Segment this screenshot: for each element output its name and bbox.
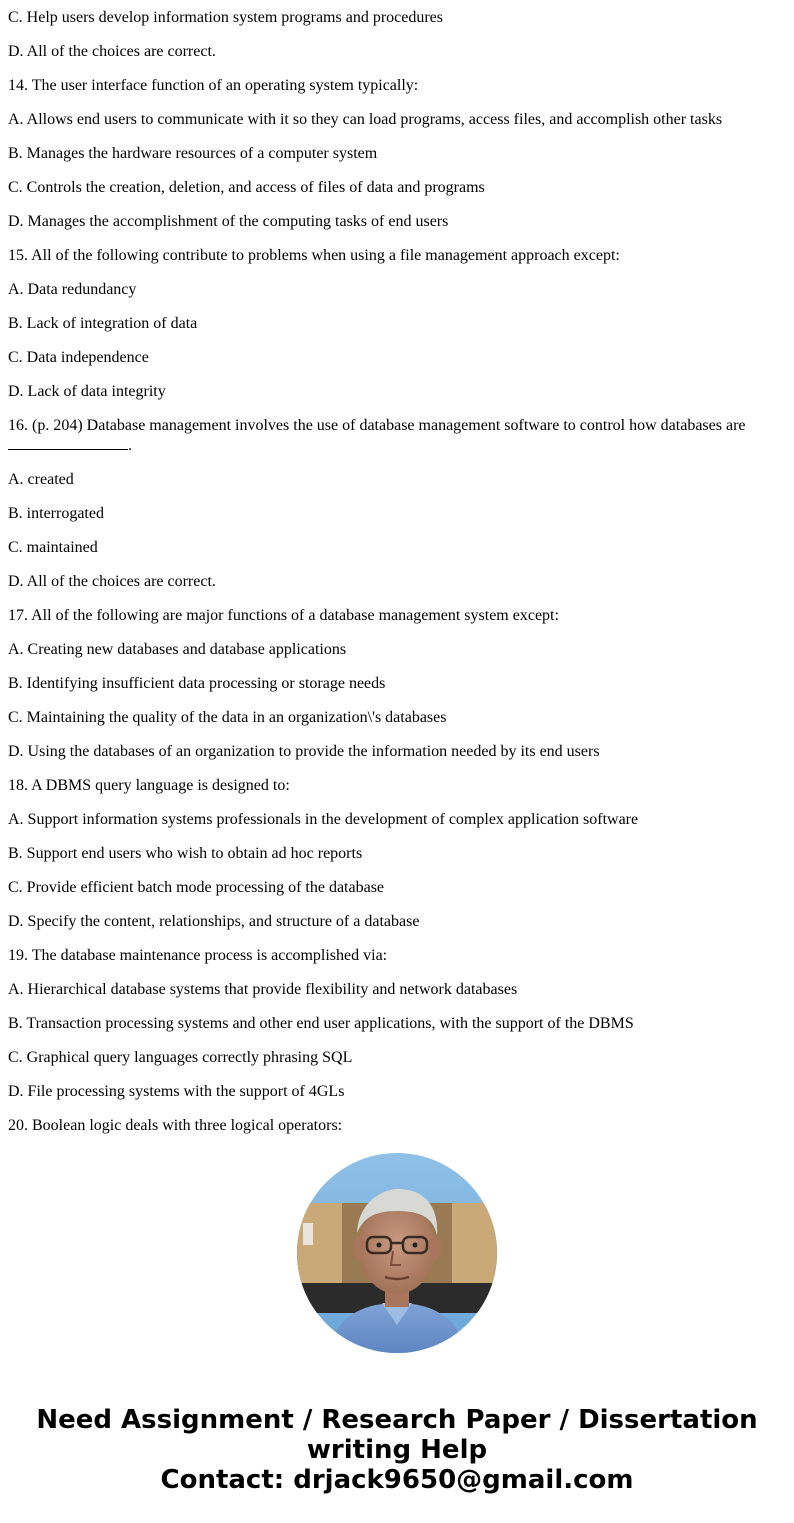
promo-footer <box>0 1123 794 1523</box>
text-line: C. Help users develop information system programs and procedures <box>8 9 444 26</box>
promo-line: writing Help <box>306 1435 488 1465</box>
text-line: D. Manages the accomplishment of the computing tasks of end users <box>8 213 449 230</box>
text-line: C. Provide efficient batch mode processing of the database <box>8 879 385 896</box>
promo-text <box>0 1405 794 1495</box>
text-line: A. created <box>8 471 74 488</box>
avatar <box>297 1153 497 1353</box>
text-line: D. Specify the content, relationships, and structure of a database <box>8 913 420 930</box>
text-line: B. Support end users who wish to obtain ad hoc reports <box>8 845 363 862</box>
text-line: B. Transaction processing systems and other end user applications, with the support of the DBMS <box>8 1015 634 1032</box>
question-19: 19. The database maintenance process is accomplished via: <box>8 947 388 964</box>
avatar-photo <box>297 1153 497 1353</box>
text-line: A. Data redundancy <box>8 281 137 298</box>
text-line: C. Data independence <box>8 349 149 366</box>
text-line: C. Controls the creation, deletion, and access of files of data and programs <box>8 179 485 196</box>
promo-line: Need Assignment / Research Paper / Dissertation <box>36 1405 758 1435</box>
question-18: 18. A DBMS query language is designed to: <box>8 777 290 794</box>
text-line: A. Support information systems professionals in the development of complex application software <box>8 811 639 828</box>
question-16 <box>8 417 786 455</box>
contact-email: Contact: drjack9650@gmail.com <box>160 1465 634 1495</box>
blank-suffix: . <box>128 437 132 454</box>
text-line: C. Graphical query languages correctly phrasing SQL <box>8 1049 353 1066</box>
question-17: 17. All of the following are major functions of a database management system except: <box>8 607 559 624</box>
question-14: 14. The user interface function of an operating system typically: <box>8 77 419 94</box>
question-20-cut-off: 20. Boolean logic deals with three logical operators: <box>8 1117 343 1134</box>
question-15: 15. All of the following contribute to problems when using a file management approach except: <box>8 247 620 264</box>
text-line: D. All of the choices are correct. <box>8 43 216 60</box>
text-line: B. Identifying insufficient data processing or storage needs <box>8 675 386 692</box>
text-line: B. Lack of integration of data <box>8 315 198 332</box>
text-line: B. interrogated <box>8 505 104 522</box>
text-line: A. Creating new databases and database applications <box>8 641 347 658</box>
text-line: D. All of the choices are correct. <box>8 573 216 590</box>
text-line: B. Manages the hardware resources of a computer system <box>8 145 378 162</box>
text-line: D. File processing systems with the support of 4GLs <box>8 1083 345 1100</box>
question-16-text: 16. (p. 204) Database management involves the use of database management software to control how databases are <box>8 417 746 434</box>
text-line: A. Hierarchical database systems that provide flexibility and network databases <box>8 981 518 998</box>
text-line: C. Maintaining the quality of the data in an organization\'s databases <box>8 709 447 726</box>
text-line: A. Allows end users to communicate with it so they can load programs, access files, and accomplish other tasks <box>8 111 723 128</box>
text-line: D. Lack of data integrity <box>8 383 166 400</box>
fill-in-blank <box>8 435 128 450</box>
text-line: C. maintained <box>8 539 98 556</box>
text-line: D. Using the databases of an organization to provide the information needed by its end users <box>8 743 600 760</box>
